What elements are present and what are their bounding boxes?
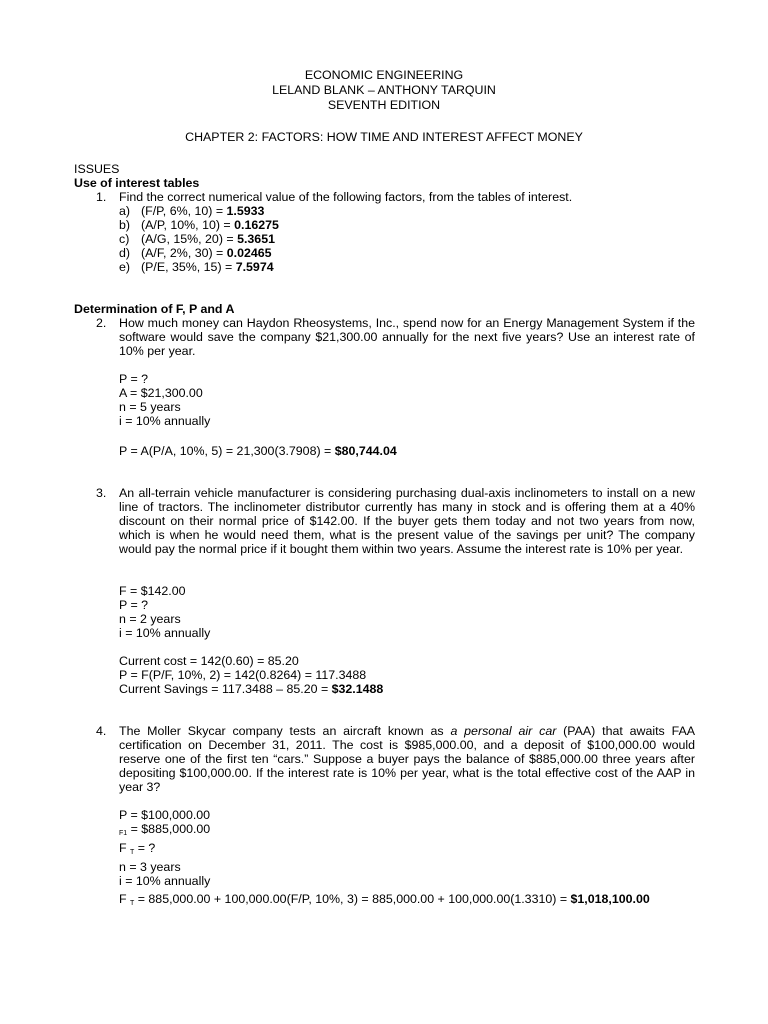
question-number: 2. [96, 316, 107, 330]
given-line [119, 841, 210, 860]
given-line: n = 3 years [119, 860, 181, 874]
calculation-line [119, 444, 397, 458]
question-text-part: (PAA) that awaits FAA certification on December 31, 2011. The cost is $985,000.00, and a deposit of $100,000.00 would reserve one of the first ten “cars.” Suppose a buyer pays the balance of $885,000.00 three years after depositing $100,000.00. If the interest rate is 10% per year, what is the total effective cost of the AAP in year 3? [119, 724, 695, 794]
item-expression: (A/P, 10%, 10) = [141, 218, 235, 232]
calculation-expression: = 885,000.00 + 100,000.00(F/P, 10%, 3) = 885,000.00 + 100,000.00(1.3310) = [134, 892, 571, 906]
section-heading-f-p-a: Determination of F, P and A [74, 302, 235, 316]
question-text: How much money can Haydon Rheosystems, Inc., spend now for an Energy Management System if the software would save the company $21,300.00 annually for the next five years? Use an interest rate of 10% per year. [119, 316, 695, 358]
item-expression: (P/E, 35%, 15) = [141, 260, 236, 274]
given-text: F [119, 841, 131, 855]
calculation-answer: $1,018,100.00 [570, 892, 650, 906]
item-answer: 5.3651 [237, 232, 275, 246]
question-number: 1. [96, 190, 107, 204]
given-line: i = 10% annually [119, 874, 211, 888]
question-text: An all-terrain vehicle manufacturer is considering purchasing dual-axis inclinometers to install on a new line of tractors. The inclinometer distributor currently has many in stock and is offering them at a 40% discount on their normal price of $142.00. If the buyer gets them today and not two years from now, which is when he would need them, what is the present value of the savings per unit? The company would pay the normal price if it bought them within two years. Assume the interest rate is 10% per year. [119, 486, 695, 556]
item-expression: (A/G, 15%, 20) = [141, 232, 238, 246]
given-line: F = $142.00 [119, 584, 186, 598]
book-authors: LELAND BLANK – ANTHONY TARQUIN [272, 83, 496, 97]
item-label: e) [119, 260, 131, 274]
subscript: T [130, 900, 135, 907]
item-label: b) [119, 218, 131, 232]
section-heading-interest-tables: Use of interest tables [74, 176, 200, 190]
given-line: P = $100,000.00 [119, 808, 211, 822]
given-line: A = $21,300.00 [119, 386, 203, 400]
factor-item [119, 246, 279, 260]
factor-item [119, 232, 279, 246]
given-line [119, 822, 210, 841]
factor-item [119, 218, 279, 232]
item-answer: 0.02465 [226, 246, 272, 260]
question-text-italic: a personal air car [450, 724, 557, 738]
given-text: = ? [134, 841, 156, 855]
chapter-title: CHAPTER 2: FACTORS: HOW TIME AND INTEREST AFFECT MONEY [185, 130, 583, 144]
document-header [0, 68, 768, 113]
factor-list [119, 204, 279, 274]
subscript: F1 [119, 830, 128, 837]
givens-list [119, 584, 210, 640]
calculation-expression: F [119, 892, 131, 906]
given-line: n = 2 years [119, 612, 181, 626]
factor-item [119, 204, 279, 218]
item-label: c) [119, 232, 130, 246]
item-expression: (A/F, 2%, 30) = [141, 246, 227, 260]
calculation-line: Current cost = 142(0.60) = 85.20 [119, 654, 299, 668]
item-expression: (F/P, 6%, 10) = [141, 204, 227, 218]
calculation-block [119, 654, 383, 696]
question-text [119, 724, 695, 794]
given-line: P = ? [119, 372, 149, 386]
item-label: d) [119, 246, 131, 260]
calculation-answer: $80,744.04 [334, 444, 397, 458]
calculation-answer: $32.1488 [331, 682, 384, 696]
given-text: = $885,000.00 [127, 822, 211, 836]
factor-item [119, 260, 279, 274]
book-title: ECONOMIC ENGINEERING [304, 68, 464, 82]
item-answer: 1.5933 [226, 204, 265, 218]
question-number: 4. [96, 724, 107, 738]
given-line: n = 5 years [119, 400, 181, 414]
given-line: i = 10% annually [119, 626, 211, 640]
calculation-expression: P = A(P/A, 10%, 5) = 21,300(3.7908) = [119, 444, 335, 458]
item-answer: 0.16275 [234, 218, 279, 232]
item-answer: 7.5974 [235, 260, 274, 274]
givens-list [119, 808, 210, 888]
givens-list [119, 372, 210, 428]
calculation-line [119, 682, 383, 696]
calculation-expression: Current Savings = 117.3488 – 85.20 = [119, 682, 332, 696]
given-line: i = 10% annually [119, 414, 211, 428]
issues-label: ISSUES [74, 162, 120, 176]
given-line: P = ? [119, 598, 149, 612]
book-edition: SEVENTH EDITION [327, 98, 441, 112]
item-label: a) [119, 204, 131, 218]
question-number: 3. [96, 486, 107, 500]
question-text-part: The Moller Skycar company tests an aircraft known as [119, 724, 451, 738]
question-text: Find the correct numerical value of the following factors, from the tables of interest. [119, 190, 573, 204]
subscript: T [130, 849, 135, 856]
calculation-line: P = F(P/F, 10%, 2) = 142(0.8264) = 117.3488 [119, 668, 367, 682]
calculation-line [119, 892, 650, 911]
